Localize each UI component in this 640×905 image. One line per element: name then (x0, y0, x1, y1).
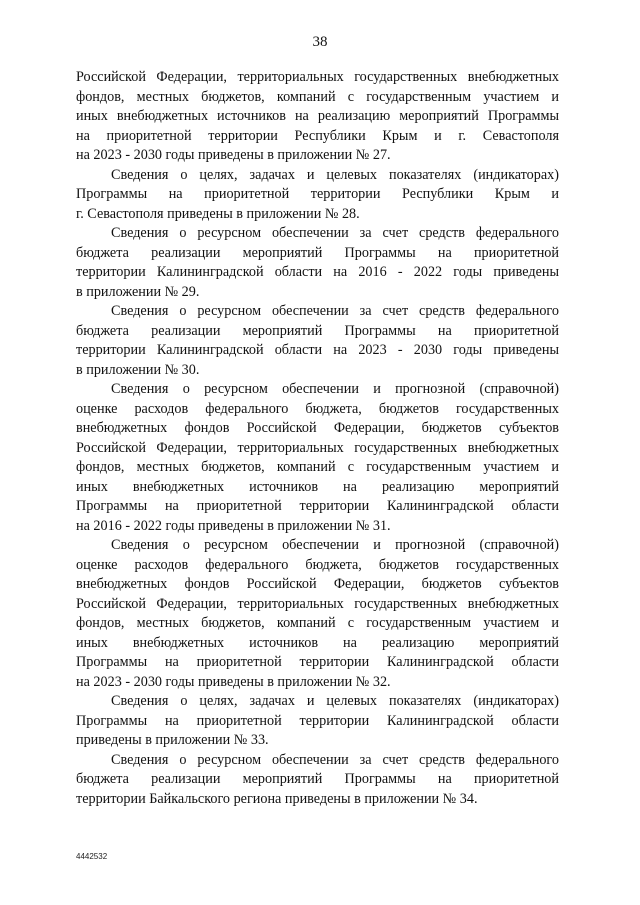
text-line: Сведения о ресурсном обеспечении за счет средств федерального (111, 303, 559, 319)
text-line: бюджета реализации мероприятий Программы на приоритетной (76, 322, 559, 339)
text-line: Российской Федерации, территориальных государственных внебюджетных (76, 439, 559, 456)
text-line: Российской Федерации, территориальных государственных внебюджетных (76, 595, 559, 612)
text-line: территории Калининградской области на 2023 - 2030 годы приведены (76, 342, 559, 358)
text-line: на 2023 - 2030 годы приведены в приложении № 27. (76, 147, 391, 163)
text-line: г. Севастополя приведены в приложении № 28. (76, 205, 360, 222)
page-number: 38 (312, 34, 328, 50)
text-line: иных внебюджетных источников на реализацию мероприятий Программы (76, 108, 559, 124)
paragraph-appendix-34 (76, 751, 559, 810)
text-line: внебюджетных фондов Российской Федерации, бюджетов субъектов (76, 576, 559, 592)
text-line: Сведения о ресурсном обеспечении и прогнозной (справочной) (111, 381, 559, 397)
text-line: иных внебюджетных источников на реализацию мероприятий (76, 478, 559, 495)
text-line: иных внебюджетных источников на реализацию мероприятий (76, 634, 559, 651)
text-line: Программы на приоритетной территории Калининградской области (76, 498, 559, 514)
document-body (76, 68, 559, 809)
text-line: фондов, местных бюджетов, компаний с государственным участием и (76, 615, 559, 631)
text-line: бюджета реализации мероприятий Программы на приоритетной (76, 244, 559, 261)
text-line: внебюджетных фондов Российской Федерации, бюджетов субъектов (76, 420, 559, 436)
text-line: в приложении № 29. (76, 283, 200, 300)
text-line: Сведения о целях, задачах и целевых показателях (индикаторах) (111, 693, 559, 709)
text-line: оценке расходов федерального бюджета, бюджетов государственных (76, 400, 559, 417)
paragraph-appendix-32 (76, 536, 559, 692)
text-line: Сведения о ресурсном обеспечении и прогнозной (справочной) (111, 537, 559, 553)
paragraph-continuation-27 (76, 68, 559, 166)
paragraph-appendix-31 (76, 380, 559, 536)
text-line: фондов, местных бюджетов, компаний с государственным участием и (76, 88, 559, 105)
text-line: Программы на приоритетной территории Калининградской области (76, 654, 559, 670)
text-line: на 2023 - 2030 годы приведены в приложении № 32. (76, 673, 391, 690)
paragraph-appendix-28 (76, 166, 559, 225)
text-line: приведены в приложении № 33. (76, 732, 269, 748)
text-line: фондов, местных бюджетов, компаний с государственным участием и (76, 459, 559, 475)
paragraph-appendix-33 (76, 692, 559, 751)
text-line: оценке расходов федерального бюджета, бюджетов государственных (76, 556, 559, 573)
text-line: на 2016 - 2022 годы приведены в приложении № 31. (76, 517, 391, 534)
document-code: 4442532 (76, 852, 108, 861)
text-line: на приоритетной территории Республики Крым и г. Севастополя (76, 127, 559, 144)
text-line: Программы на приоритетной территории Республики Крым и (76, 186, 559, 202)
paragraph-appendix-30 (76, 302, 559, 380)
text-line: бюджета реализации мероприятий Программы на приоритетной (76, 771, 559, 787)
text-line: Российской Федерации, территориальных государственных внебюджетных (76, 69, 559, 85)
text-line: Сведения о ресурсном обеспечении за счет средств федерального (111, 225, 559, 241)
text-line: территории Байкальского региона приведены в приложении № 34. (76, 790, 478, 807)
text-line: Программы на приоритетной территории Калининградской области (76, 712, 559, 729)
paragraph-appendix-29 (76, 224, 559, 302)
text-line: Сведения о целях, задачах и целевых показателях (индикаторах) (111, 166, 559, 183)
text-line: Сведения о ресурсном обеспечении за счет средств федерального (111, 751, 559, 768)
text-line: в приложении № 30. (76, 361, 200, 378)
text-line: территории Калининградской области на 2016 - 2022 годы приведены (76, 264, 559, 280)
